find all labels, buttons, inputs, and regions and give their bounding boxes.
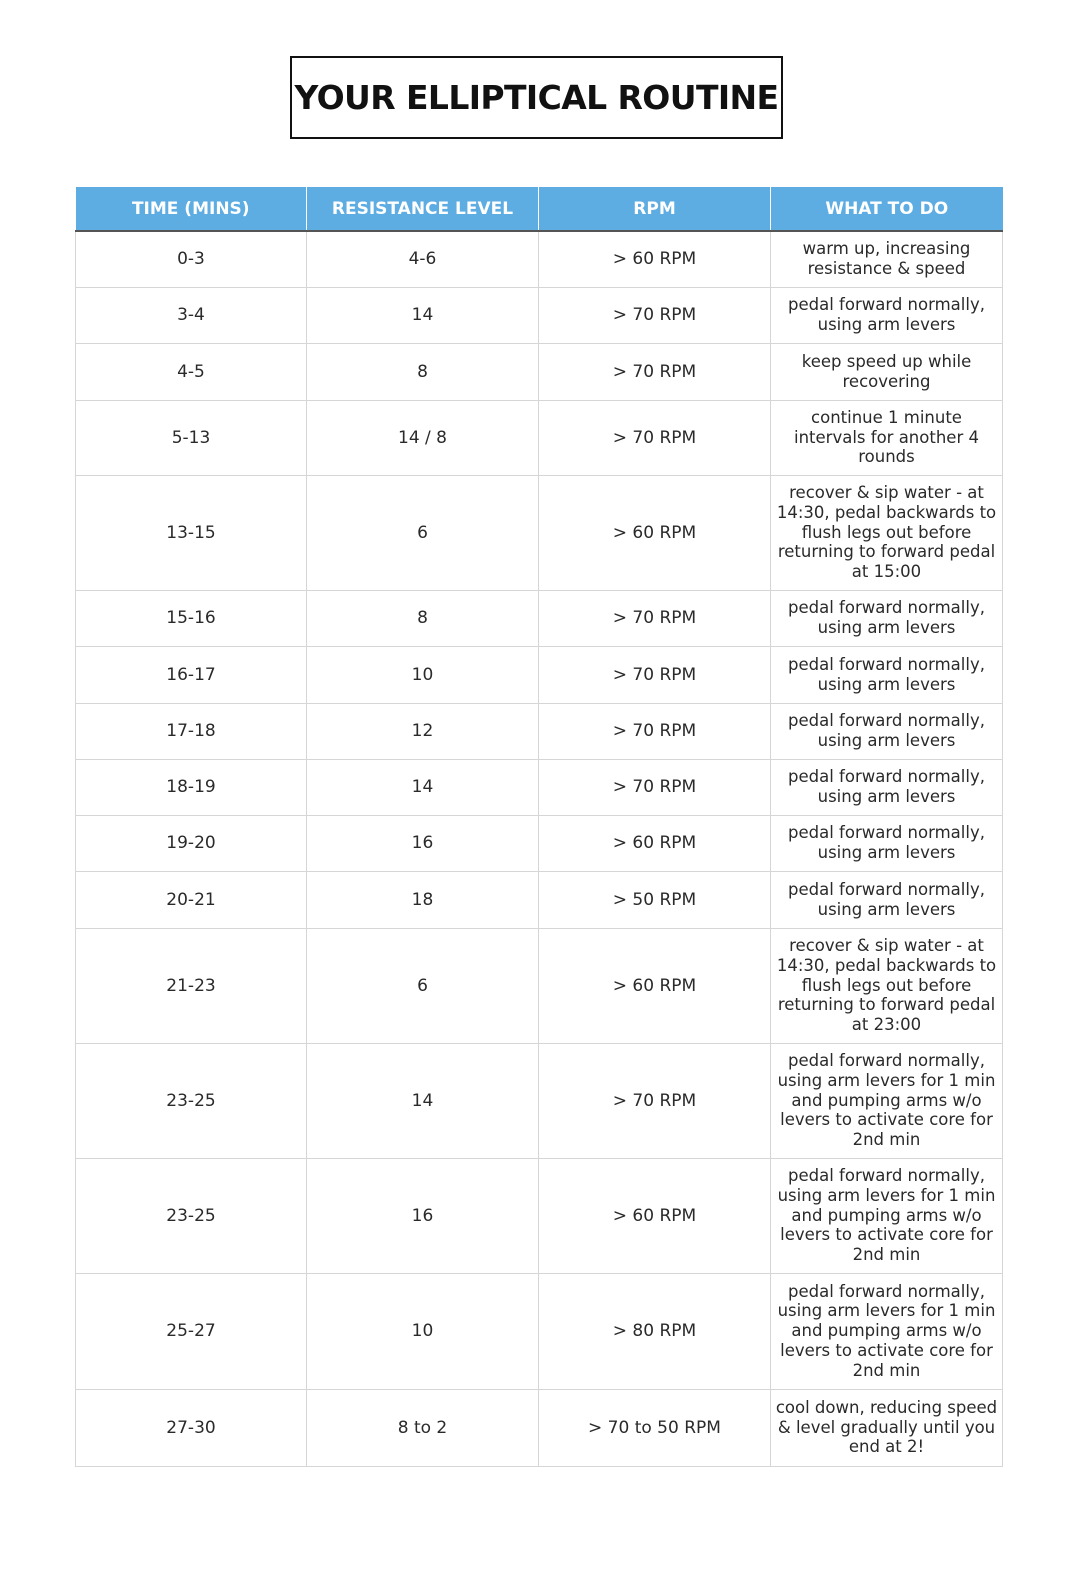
cell-resistance: 18 bbox=[307, 871, 539, 928]
cell-resistance: 14 bbox=[307, 1043, 539, 1158]
cell-time: 15-16 bbox=[76, 590, 307, 646]
cell-resistance: 14 bbox=[307, 287, 539, 343]
cell-rpm: > 70 RPM bbox=[539, 703, 771, 759]
cell-time: 20-21 bbox=[76, 871, 307, 928]
cell-rpm: > 60 RPM bbox=[539, 475, 771, 590]
cell-time: 25-27 bbox=[76, 1273, 307, 1389]
cell-what-to-do: pedal forward normally, using arm levers for 1 min and pumping arms w/o levers to activate core for 2nd min bbox=[771, 1273, 1003, 1389]
cell-rpm: > 60 RPM bbox=[539, 815, 771, 871]
table-row bbox=[76, 703, 1003, 759]
cell-resistance: 6 bbox=[307, 475, 539, 590]
cell-rpm: > 70 RPM bbox=[539, 343, 771, 400]
table-row bbox=[76, 475, 1003, 590]
cell-time: 27-30 bbox=[76, 1389, 307, 1466]
cell-time: 23-25 bbox=[76, 1158, 307, 1273]
cell-time: 16-17 bbox=[76, 646, 307, 703]
cell-resistance: 14 bbox=[307, 759, 539, 815]
table-row bbox=[76, 1273, 1003, 1389]
cell-what-to-do: pedal forward normally, using arm levers bbox=[771, 590, 1003, 646]
cell-what-to-do: pedal forward normally, using arm levers bbox=[771, 646, 1003, 703]
cell-time: 18-19 bbox=[76, 759, 307, 815]
cell-rpm: > 70 RPM bbox=[539, 400, 771, 475]
cell-rpm: > 50 RPM bbox=[539, 871, 771, 928]
cell-resistance: 16 bbox=[307, 1158, 539, 1273]
table-row bbox=[76, 287, 1003, 343]
cell-what-to-do: continue 1 minute intervals for another 4 rounds bbox=[771, 400, 1003, 475]
cell-rpm: > 70 RPM bbox=[539, 287, 771, 343]
cell-what-to-do: recover & sip water - at 14:30, pedal backwards to flush legs out before returning to forward pedal at 23:00 bbox=[771, 928, 1003, 1043]
cell-resistance: 8 bbox=[307, 590, 539, 646]
table-row bbox=[76, 928, 1003, 1043]
cell-rpm: > 80 RPM bbox=[539, 1273, 771, 1389]
header-resistance: RESISTANCE LEVEL bbox=[307, 187, 539, 231]
table-row bbox=[76, 231, 1003, 287]
table-row bbox=[76, 590, 1003, 646]
table-row bbox=[76, 343, 1003, 400]
cell-resistance: 8 to 2 bbox=[307, 1389, 539, 1466]
header-rpm: RPM bbox=[539, 187, 771, 231]
cell-rpm: > 70 RPM bbox=[539, 1043, 771, 1158]
header-what-to-do: WHAT TO DO bbox=[771, 187, 1003, 231]
table-body bbox=[76, 231, 1003, 1466]
cell-what-to-do: pedal forward normally, using arm levers bbox=[771, 703, 1003, 759]
cell-time: 23-25 bbox=[76, 1043, 307, 1158]
cell-rpm: > 70 RPM bbox=[539, 759, 771, 815]
cell-what-to-do: pedal forward normally, using arm levers bbox=[771, 871, 1003, 928]
cell-time: 0-3 bbox=[76, 231, 307, 287]
cell-resistance: 6 bbox=[307, 928, 539, 1043]
cell-what-to-do: pedal forward normally, using arm levers bbox=[771, 287, 1003, 343]
table-row bbox=[76, 759, 1003, 815]
page-title: YOUR ELLIPTICAL ROUTINE bbox=[294, 78, 779, 117]
cell-time: 5-13 bbox=[76, 400, 307, 475]
table-row bbox=[76, 815, 1003, 871]
cell-time: 4-5 bbox=[76, 343, 307, 400]
table-row bbox=[76, 1158, 1003, 1273]
cell-resistance: 14 / 8 bbox=[307, 400, 539, 475]
cell-what-to-do: recover & sip water - at 14:30, pedal backwards to flush legs out before returning to forward pedal at 15:00 bbox=[771, 475, 1003, 590]
routine-table bbox=[75, 187, 1003, 1467]
table-row bbox=[76, 871, 1003, 928]
table-row bbox=[76, 400, 1003, 475]
cell-resistance: 12 bbox=[307, 703, 539, 759]
cell-what-to-do: cool down, reducing speed & level gradually until you end at 2! bbox=[771, 1389, 1003, 1466]
cell-time: 21-23 bbox=[76, 928, 307, 1043]
cell-rpm: > 70 RPM bbox=[539, 646, 771, 703]
cell-resistance: 4-6 bbox=[307, 231, 539, 287]
table-row bbox=[76, 1043, 1003, 1158]
header-time: TIME (MINS) bbox=[76, 187, 307, 231]
cell-what-to-do: pedal forward normally, using arm levers for 1 min and pumping arms w/o levers to activate core for 2nd min bbox=[771, 1158, 1003, 1273]
table-header-row bbox=[76, 187, 1003, 231]
cell-resistance: 10 bbox=[307, 1273, 539, 1389]
cell-what-to-do: keep speed up while recovering bbox=[771, 343, 1003, 400]
cell-what-to-do: pedal forward normally, using arm levers for 1 min and pumping arms w/o levers to activate core for 2nd min bbox=[771, 1043, 1003, 1158]
cell-resistance: 10 bbox=[307, 646, 539, 703]
cell-rpm: > 60 RPM bbox=[539, 1158, 771, 1273]
cell-what-to-do: pedal forward normally, using arm levers bbox=[771, 815, 1003, 871]
table-row bbox=[76, 1389, 1003, 1466]
cell-what-to-do: pedal forward normally, using arm levers bbox=[771, 759, 1003, 815]
title-box bbox=[290, 56, 783, 139]
table-row bbox=[76, 646, 1003, 703]
cell-rpm: > 70 to 50 RPM bbox=[539, 1389, 771, 1466]
cell-rpm: > 60 RPM bbox=[539, 231, 771, 287]
cell-resistance: 16 bbox=[307, 815, 539, 871]
cell-rpm: > 70 RPM bbox=[539, 590, 771, 646]
cell-resistance: 8 bbox=[307, 343, 539, 400]
cell-time: 13-15 bbox=[76, 475, 307, 590]
cell-what-to-do: warm up, increasing resistance & speed bbox=[771, 231, 1003, 287]
cell-rpm: > 60 RPM bbox=[539, 928, 771, 1043]
cell-time: 17-18 bbox=[76, 703, 307, 759]
cell-time: 19-20 bbox=[76, 815, 307, 871]
cell-time: 3-4 bbox=[76, 287, 307, 343]
